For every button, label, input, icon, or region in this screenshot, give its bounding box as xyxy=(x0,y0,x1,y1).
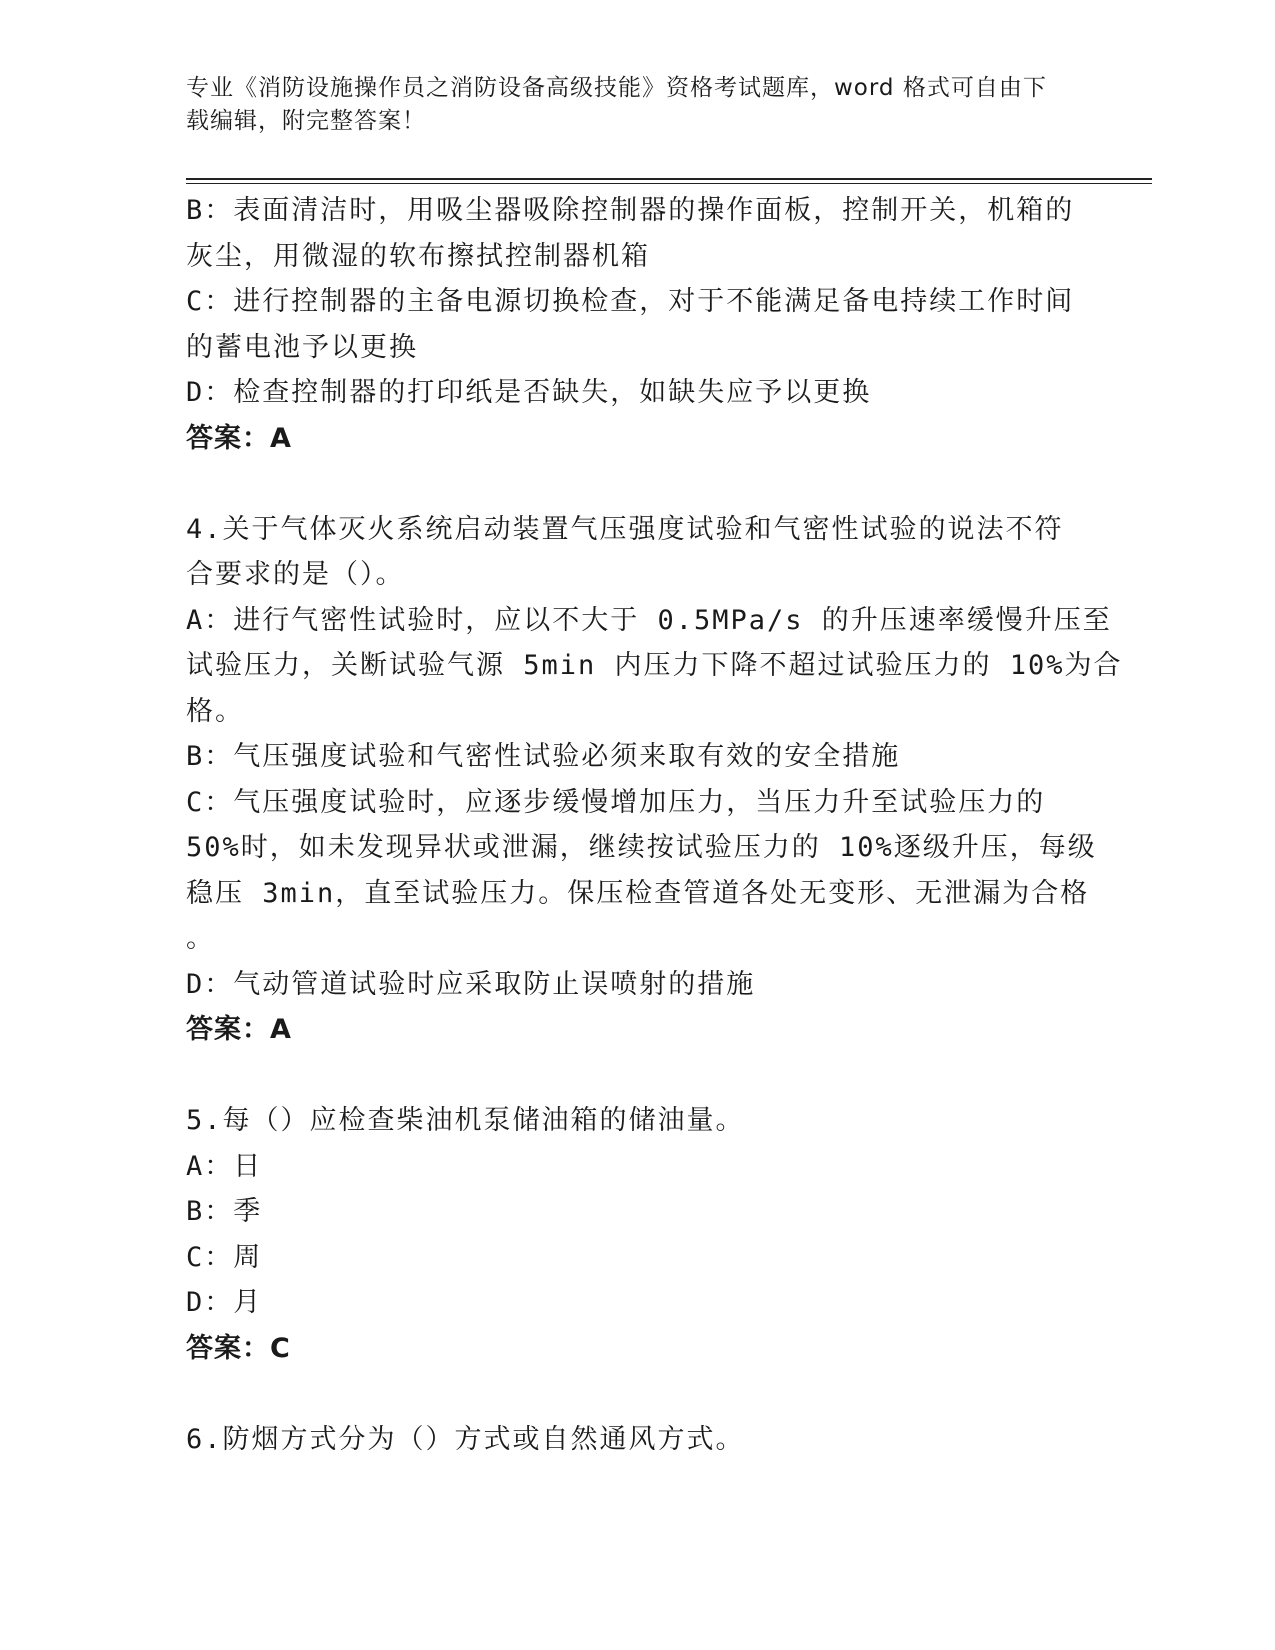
option-d-line: D：月 xyxy=(186,1287,263,1318)
option-c-line: 的蓄电池予以更换 xyxy=(186,331,418,363)
question-text-line: 4.关于气体灭火系统启动装置气压强度试验和气密性试验的说法不符 xyxy=(186,513,1064,545)
option-a-line: A：进行气密性试验时，应以不大于 0.5MPa/s 的升压速率缓慢升压至 xyxy=(186,604,1112,636)
option-d-line: D：气动管道试验时应采取防止误喷射的措施 xyxy=(186,968,756,1000)
option-b-line: 灰尘，用微湿的软布擦拭控制器机箱 xyxy=(186,240,650,272)
question-5 xyxy=(186,1098,1076,1371)
document-header xyxy=(186,72,1066,138)
question-4 xyxy=(186,507,1123,1053)
question-text-line: 5.每（）应检查柴油机泵储油箱的储油量。 xyxy=(186,1105,745,1136)
option-b-line: B：表面清洁时，用吸尘器吸除控制器的操作面板，控制开关，机箱的 xyxy=(186,195,1075,226)
option-c-line: C：周 xyxy=(186,1241,263,1273)
spacer xyxy=(186,461,1076,507)
option-b-line: B：季 xyxy=(186,1196,263,1227)
question-list xyxy=(186,188,1123,1462)
question-6 xyxy=(186,1417,1076,1463)
answer-line: 答案：C xyxy=(186,1332,291,1364)
answer-line: 答案：A xyxy=(186,422,292,454)
option-d-line: D：检查控制器的打印纸是否缺失，如缺失应予以更换 xyxy=(186,377,872,408)
answer-line: 答案：A xyxy=(186,1014,292,1045)
option-c-line: 。 xyxy=(186,923,215,954)
spacer xyxy=(186,1053,1076,1099)
option-c-line: C：气压强度试验时，应逐步缓慢增加压力，当压力升至试验压力的 xyxy=(186,786,1046,818)
option-c-line: C：进行控制器的主备电源切换检查，对于不能满足备电持续工作时间 xyxy=(186,286,1075,317)
header-divider-thick xyxy=(186,178,1152,180)
option-c-line: 50%时，如未发现异状或泄漏，继续按试验压力的 10%逐级升压，每级 xyxy=(186,832,1097,863)
option-a-line: A：日 xyxy=(186,1150,263,1182)
question-text-line: 合要求的是（）。 xyxy=(186,559,405,590)
question-text-line: 6.防烟方式分为（）方式或自然通风方式。 xyxy=(186,1423,745,1455)
question-3-continuation xyxy=(186,188,1076,461)
header-divider-thin xyxy=(186,183,1152,184)
spacer xyxy=(186,1371,1076,1417)
option-c-line: 稳压 3min，直至试验压力。保压检查管道各处无变形、无泄漏为合格 xyxy=(186,877,1090,909)
option-a-line: 格。 xyxy=(186,695,244,727)
option-a-line: 试验压力，关断试验气源 5min 内压力下降不超过试验压力的 10%为合 xyxy=(186,650,1123,681)
option-b-line: B：气压强度试验和气密性试验必须来取有效的安全措施 xyxy=(186,741,901,772)
header-line: 专业《消防设施操作员之消防设备高级技能》资格考试题库，word 格式可自由下 xyxy=(186,75,1047,101)
header-line: 载编辑，附完整答案！ xyxy=(186,108,426,134)
